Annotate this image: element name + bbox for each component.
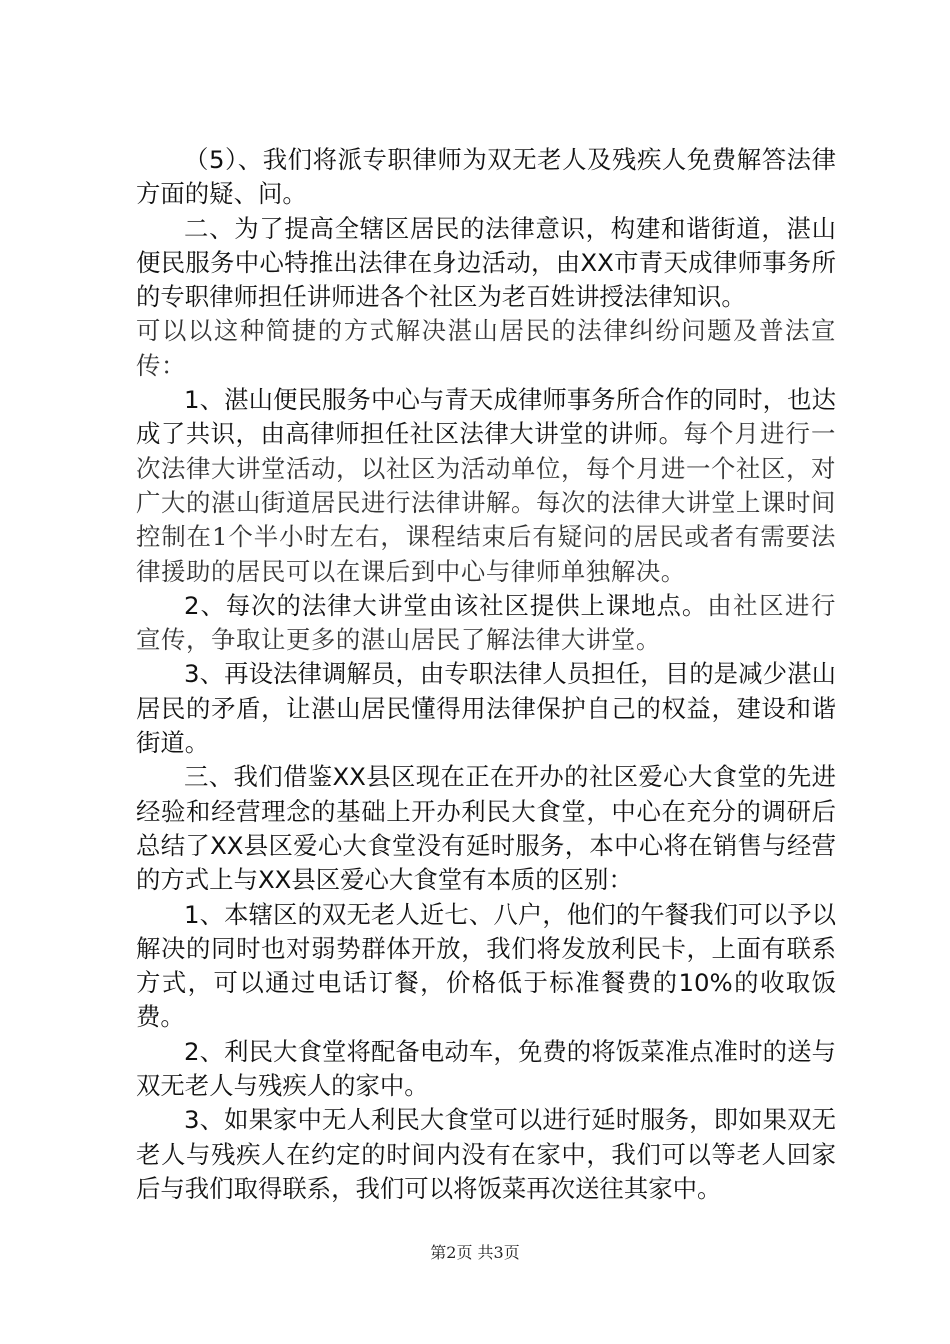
lecture-cooperation-text: 1、湛山便民服务中心与青天成律师事务所合作的同时，也达成了共识，由高律师担任社区法律大讲堂的讲师。 [136,385,836,449]
lecture-location-text: 2、每次的法律大讲堂由该社区提供上课地点。 [184,590,708,620]
paragraph-lawyer-consultation: （5）、我们将派专职律师为双无老人及残疾人免费解答法律方面的疑、问。 [136,145,836,209]
paragraph-canteen-intro: 三、我们借鉴XX县区现在正在开办的社区爱心大食堂的先进经验和经营理念的基础上开办利民大食堂，中心在充分的调研后总结了XX县区爱心大食堂没有延时服务，本中心将在销售与经营的方式上与XX县区爱心大食堂有本质的区别： [136,762,836,895]
paragraph-legal-method: 可以以这种简捷的方式解决湛山居民的法律纠纷问题及普法宣传： [136,316,836,380]
lecture-promotion-text: 由社区进行宣传，争取让更多的湛山居民了解法律大讲堂。 [136,590,836,655]
paragraph-lecture-cooperation [136,383,836,589]
document-body [136,143,836,1206]
lecture-schedule-text: 每个月进行一次法律大讲堂活动，以社区为活动单位，每个月进一个社区，对广大的湛山街道居民进行法律讲解。每次的法律大讲堂上课时间控制在1个半小时左右，课程结束后有疑问的居民或者有需要法律援助的居民可以在课后到中心与律师单独解决。 [136,419,836,586]
paragraph-canteen-delivery: 2、利民大食堂将配备电动车，免费的将饭菜准点准时的送与双无老人与残疾人的家中。 [136,1036,836,1101]
paragraph-lecture-location [136,589,836,658]
paragraph-mediator: 3、再设法律调解员，由专职法律人员担任，目的是减少湛山居民的矛盾，让湛山居民懂得用法律保护自己的权益，建设和谐街道。 [136,659,836,758]
paragraph-canteen-elderly: 1、本辖区的双无老人近七、八户，他们的午餐我们可以予以解决的同时也对弱势群体开放，我们将发放利民卡，上面有联系方式，可以通过电话订餐，价格低于标准餐费的10%的收取饭费。 [136,899,836,1032]
page-footer [0,1243,950,1263]
paragraph-legal-awareness: 二、为了提高全辖区居民的法律意识，构建和谐街道，湛山便民服务中心特推出法律在身边活动，由XX市青天成律师事务所的专职律师担任讲师进各个社区为老百姓讲授法律知识。 [136,213,836,312]
page-number-indicator: 第2页 共3页 [430,1243,520,1262]
paragraph-canteen-delay-service: 3、如果家中无人利民大食堂可以进行延时服务，即如果双无老人与残疾人在约定的时间内没有在家中，我们可以等老人回家后与我们取得联系，我们可以将饭菜再次送往其家中。 [136,1105,836,1203]
